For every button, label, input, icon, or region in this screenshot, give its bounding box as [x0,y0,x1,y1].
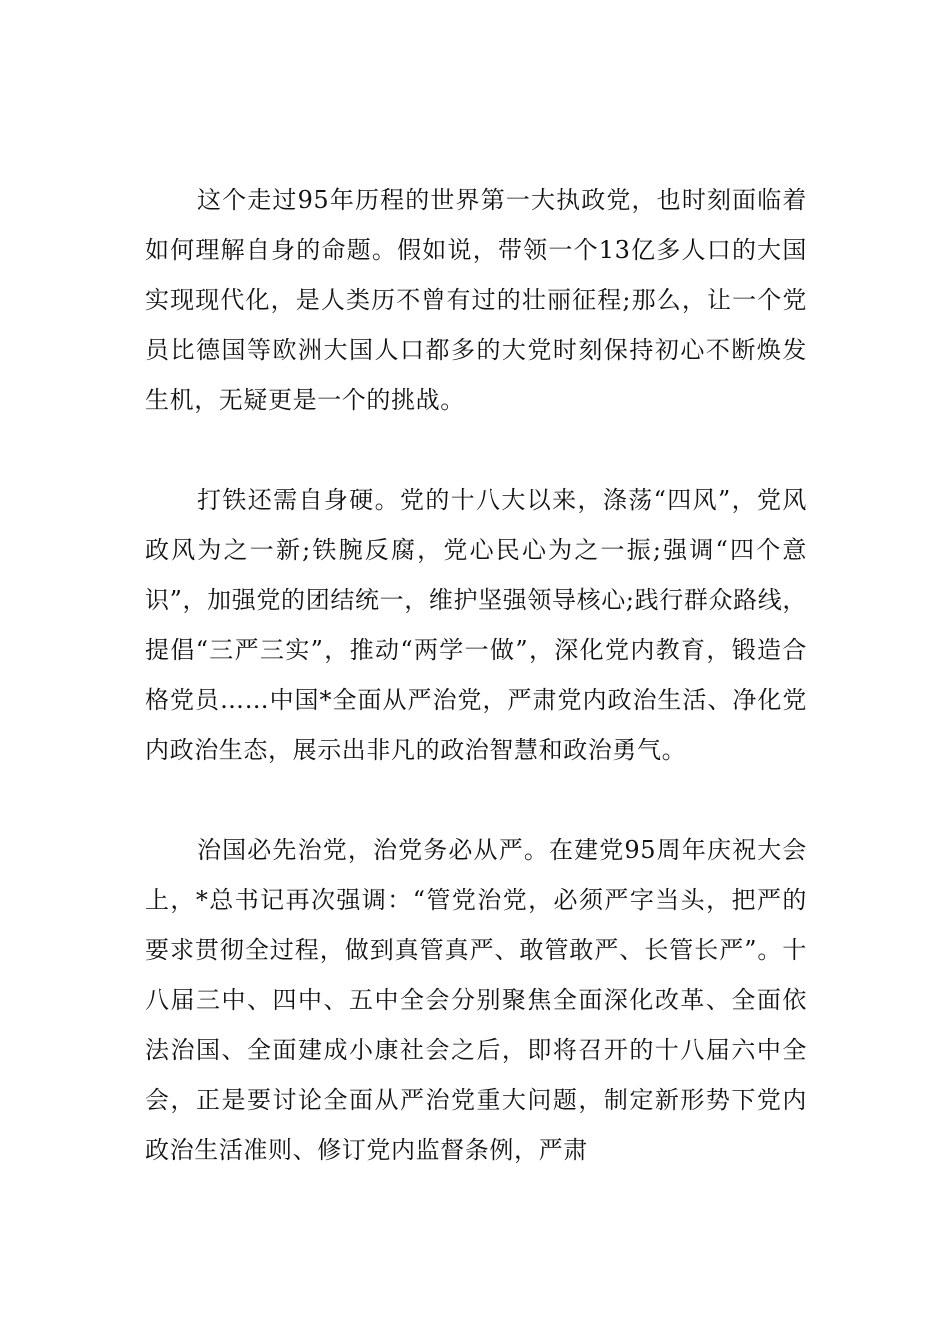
paragraph-3: 治国必先治党，治党务必从严。在建党95周年庆祝大会上，*总书记再次强调：“管党治党，必须严字当头，把严的要求贯彻全过程，做到真管真严、敢管敢严、长管长严”。十八届三中、四中、五中全会分别聚焦全面深化改革、全面依法治国、全面建成小康社会之后，即将召开的十八届六中全会，正是要讨论全面从严治党重大问题，制定新形势下党内政治生活准则、修订党内监督条例，严肃 [145,836,807,1164]
document-body [145,175,807,1175]
paragraph-2: 打铁还需自身硬。党的十八大以来，涤荡“四风”，党风政风为之一新;铁腕反腐，党心民心为之一振;强调“四个意识”，加强党的团结统一，维护坚强领导核心;践行群众路线，提倡“三严三实”，推动“两学一做”，深化党内教育，锻造合格党员……中国*全面从严治党，严肃党内政治生活、净化党内政治生态，展示出非凡的政治智慧和政治勇气。 [145,486,807,764]
paragraph-1: 这个走过95年历程的世界第一大执政党，也时刻面临着如何理解自身的命题。假如说，带领一个13亿多人口的大国实现现代化，是人类历不曾有过的壮丽征程;那么，让一个党员比德国等欧洲大国人口都多的大党时刻保持初心不断焕发生机，无疑更是一个的挑战。 [145,186,807,414]
